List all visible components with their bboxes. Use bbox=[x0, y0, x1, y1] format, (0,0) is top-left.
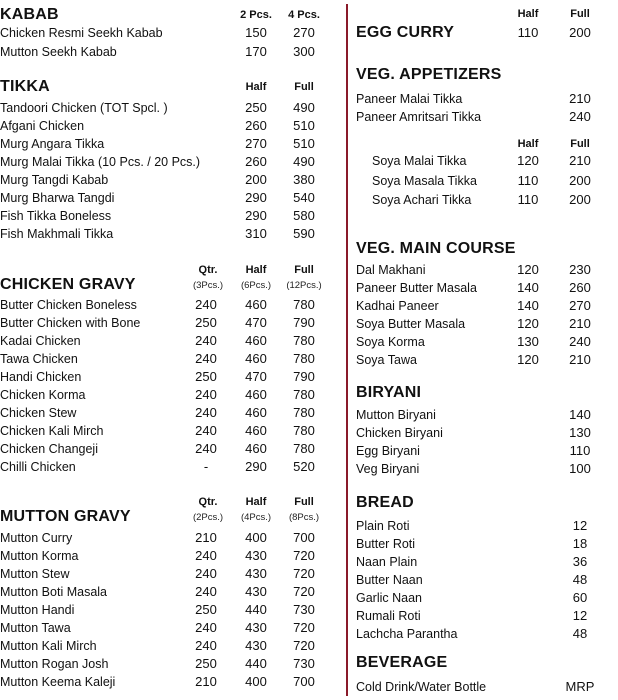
menu-item bbox=[356, 297, 618, 315]
item-price: 240 bbox=[195, 620, 217, 635]
item-price: 590 bbox=[293, 226, 315, 241]
item-price: 240 bbox=[195, 423, 217, 438]
column-divider bbox=[346, 4, 348, 696]
menu-item bbox=[0, 583, 340, 601]
item-price: 780 bbox=[293, 297, 315, 312]
col-header: Full bbox=[294, 264, 314, 276]
item-price: 210 bbox=[569, 316, 591, 331]
item-price: 540 bbox=[293, 190, 315, 205]
item-name: Soya Masala Tikka bbox=[372, 174, 477, 188]
item-price: 440 bbox=[245, 656, 267, 671]
item-price: 18 bbox=[572, 536, 588, 551]
item-price: 720 bbox=[293, 548, 315, 563]
item-name: Fish Tikka Boneless bbox=[0, 209, 112, 223]
col-header: 4 Pcs. bbox=[288, 9, 320, 21]
col-header: Full bbox=[570, 138, 590, 150]
item-price: 780 bbox=[293, 387, 315, 402]
item-name: Soya Korma bbox=[356, 335, 425, 349]
item-name: Veg Biryani bbox=[356, 462, 420, 476]
col-subheader: (3Pcs.) bbox=[192, 280, 224, 291]
menu-item bbox=[0, 440, 340, 458]
menu-item bbox=[0, 655, 340, 673]
col-subheader: (2Pcs.) bbox=[192, 512, 224, 523]
item-name: Mutton Stew bbox=[0, 567, 70, 581]
item-name: Soya Butter Masala bbox=[356, 317, 466, 331]
menu-item bbox=[356, 261, 618, 279]
menu-item bbox=[0, 368, 340, 386]
item-price: 130 bbox=[569, 425, 591, 440]
item-price: 430 bbox=[245, 638, 267, 653]
item-name: Afgani Chicken bbox=[0, 119, 85, 133]
item-name: Butter Chicken with Bone bbox=[0, 316, 141, 330]
menu-item bbox=[0, 458, 340, 476]
menu-item bbox=[356, 553, 618, 571]
menu-item bbox=[0, 547, 340, 565]
section-title: KABAB bbox=[0, 6, 59, 23]
section-title: MUTTON GRAVY bbox=[0, 508, 131, 525]
item-price: 400 bbox=[245, 674, 267, 689]
item-name: Kadai Chicken bbox=[0, 334, 81, 348]
item-price: 240 bbox=[195, 441, 217, 456]
menu-item bbox=[0, 135, 340, 153]
item-price: 110 bbox=[517, 173, 539, 188]
menu-item bbox=[0, 619, 340, 637]
item-price: - bbox=[203, 459, 209, 474]
col-header: Half bbox=[245, 81, 267, 93]
item-price: 720 bbox=[293, 638, 315, 653]
item-price: 270 bbox=[245, 136, 267, 151]
menu-item bbox=[0, 601, 340, 619]
item-name: Murg Angara Tikka bbox=[0, 137, 105, 151]
item-price: 210 bbox=[569, 352, 591, 367]
section-title: BIRYANI bbox=[356, 384, 422, 401]
item-price: 240 bbox=[569, 109, 591, 124]
item-name: Lachcha Parantha bbox=[356, 627, 458, 641]
item-name: Paneer Butter Masala bbox=[356, 281, 477, 295]
item-price: 210 bbox=[569, 91, 591, 106]
item-name: Chilli Chicken bbox=[0, 460, 76, 474]
item-name: Tandoori Chicken (TOT Spcl. ) bbox=[0, 101, 168, 115]
col-header: Half bbox=[517, 138, 539, 150]
menu-item bbox=[0, 386, 340, 404]
item-price: 140 bbox=[517, 280, 539, 295]
item-price: 790 bbox=[293, 315, 315, 330]
item-price: 380 bbox=[293, 172, 315, 187]
col-header: Qtr. bbox=[198, 264, 218, 276]
item-price: 270 bbox=[569, 298, 591, 313]
item-name: Murg Malai Tikka (10 Pcs. / 20 Pcs.) bbox=[0, 155, 201, 169]
menu-item bbox=[356, 191, 618, 209]
item-name: Soya Tawa bbox=[356, 353, 417, 367]
section-title: EGG CURRY bbox=[356, 24, 455, 41]
menu-item bbox=[356, 108, 618, 126]
menu-item bbox=[356, 424, 618, 442]
item-price: 210 bbox=[569, 153, 591, 168]
item-price: 270 bbox=[293, 25, 315, 40]
menu-item bbox=[356, 152, 618, 170]
col-header: Half bbox=[245, 264, 267, 276]
menu-item bbox=[356, 442, 618, 460]
item-price: 460 bbox=[245, 441, 267, 456]
menu-item bbox=[356, 625, 618, 643]
item-name: Soya Malai Tikka bbox=[372, 154, 467, 168]
item-price: 780 bbox=[293, 333, 315, 348]
item-price: MRP bbox=[565, 679, 595, 694]
item-price: 720 bbox=[293, 620, 315, 635]
item-price: 780 bbox=[293, 351, 315, 366]
section-title: CHICKEN GRAVY bbox=[0, 276, 136, 293]
item-price: 250 bbox=[195, 315, 217, 330]
item-name: Mutton Kali Mirch bbox=[0, 639, 97, 653]
menu-item bbox=[0, 43, 340, 61]
menu-item bbox=[0, 171, 340, 189]
menu-item bbox=[356, 279, 618, 297]
item-price: 240 bbox=[195, 333, 217, 348]
item-name: Tawa Chicken bbox=[0, 352, 78, 366]
item-price: 780 bbox=[293, 423, 315, 438]
item-price: 200 bbox=[569, 192, 591, 207]
item-price: 300 bbox=[293, 44, 315, 59]
item-name: Mutton Tawa bbox=[0, 621, 71, 635]
item-price: 260 bbox=[245, 118, 267, 133]
item-price: 460 bbox=[245, 387, 267, 402]
item-price: 250 bbox=[195, 369, 217, 384]
col-header: Full bbox=[570, 8, 590, 20]
item-price: 510 bbox=[293, 136, 315, 151]
item-price: 260 bbox=[245, 154, 267, 169]
item-name: Butter Chicken Boneless bbox=[0, 298, 137, 312]
item-price: 120 bbox=[517, 316, 539, 331]
item-price: 430 bbox=[245, 620, 267, 635]
section-title: BREAD bbox=[356, 494, 414, 511]
menu-item bbox=[356, 90, 618, 108]
item-price: 430 bbox=[245, 584, 267, 599]
item-name: Mutton Handi bbox=[0, 603, 75, 617]
menu-item bbox=[0, 404, 340, 422]
col-header: 2 Pcs. bbox=[240, 9, 272, 21]
item-price: 440 bbox=[245, 602, 267, 617]
item-price: 240 bbox=[195, 351, 217, 366]
item-name: Chicken Biryani bbox=[356, 426, 443, 440]
menu-item bbox=[0, 565, 340, 583]
item-price: 240 bbox=[195, 548, 217, 563]
menu-item bbox=[0, 350, 340, 368]
item-price: 470 bbox=[245, 369, 267, 384]
item-price: 430 bbox=[245, 548, 267, 563]
col-header: Full bbox=[294, 81, 314, 93]
item-price: 210 bbox=[195, 530, 217, 545]
menu-item bbox=[356, 607, 618, 625]
section-title: VEG. MAIN COURSE bbox=[356, 240, 516, 257]
item-price: 120 bbox=[517, 153, 539, 168]
col-subheader: (12Pcs.) bbox=[286, 280, 322, 291]
menu-item bbox=[356, 24, 618, 42]
menu-item bbox=[356, 678, 618, 696]
item-price: 130 bbox=[517, 334, 539, 349]
item-name: Mutton Korma bbox=[0, 549, 79, 563]
item-name: Rumali Roti bbox=[356, 609, 421, 623]
item-price: 290 bbox=[245, 459, 267, 474]
item-price: 520 bbox=[293, 459, 315, 474]
item-price: 120 bbox=[517, 262, 539, 277]
item-name: Chicken Changeji bbox=[0, 442, 98, 456]
item-price: 200 bbox=[569, 25, 591, 40]
item-price: 460 bbox=[245, 333, 267, 348]
item-price: 490 bbox=[293, 100, 315, 115]
menu-item bbox=[356, 589, 618, 607]
menu-item bbox=[0, 637, 340, 655]
item-price: 12 bbox=[572, 608, 588, 623]
item-price: 240 bbox=[569, 334, 591, 349]
item-price: 250 bbox=[195, 656, 217, 671]
menu-item bbox=[356, 571, 618, 589]
menu-item bbox=[356, 535, 618, 553]
item-name: Kadhai Paneer bbox=[356, 299, 439, 313]
item-price: 290 bbox=[245, 208, 267, 223]
menu-item bbox=[0, 314, 340, 332]
item-name: Chicken Kali Mirch bbox=[0, 424, 104, 438]
item-price: 240 bbox=[195, 584, 217, 599]
item-name: Garlic Naan bbox=[356, 591, 422, 605]
col-header: Half bbox=[245, 496, 267, 508]
item-price: 110 bbox=[569, 443, 591, 458]
item-price: 200 bbox=[569, 173, 591, 188]
item-name: Mutton Seekh Kabab bbox=[0, 45, 117, 59]
item-name: Mutton Biryani bbox=[356, 408, 436, 422]
item-price: 730 bbox=[293, 602, 315, 617]
item-price: 720 bbox=[293, 584, 315, 599]
item-price: 100 bbox=[569, 461, 591, 476]
item-name: Mutton Rogan Josh bbox=[0, 657, 109, 671]
item-price: 240 bbox=[195, 566, 217, 581]
menu-item bbox=[356, 333, 618, 351]
menu-item bbox=[356, 315, 618, 333]
item-name: Butter Naan bbox=[356, 573, 423, 587]
item-price: 460 bbox=[245, 423, 267, 438]
item-price: 460 bbox=[245, 351, 267, 366]
item-name: Egg Biryani bbox=[356, 444, 420, 458]
item-price: 310 bbox=[245, 226, 267, 241]
item-price: 260 bbox=[569, 280, 591, 295]
menu-item bbox=[0, 24, 340, 42]
menu-item bbox=[0, 207, 340, 225]
item-price: 140 bbox=[517, 298, 539, 313]
item-price: 720 bbox=[293, 566, 315, 581]
menu-item bbox=[356, 460, 618, 478]
item-price: 36 bbox=[572, 554, 588, 569]
col-subheader: (8Pcs.) bbox=[288, 512, 320, 523]
item-price: 730 bbox=[293, 656, 315, 671]
item-price: 510 bbox=[293, 118, 315, 133]
item-price: 250 bbox=[245, 100, 267, 115]
item-name: Fish Makhmali Tikka bbox=[0, 227, 114, 241]
item-price: 700 bbox=[293, 674, 315, 689]
item-price: 60 bbox=[572, 590, 588, 605]
item-price: 210 bbox=[195, 674, 217, 689]
item-name: Plain Roti bbox=[356, 519, 410, 533]
item-price: 240 bbox=[195, 405, 217, 420]
item-name: Mutton Curry bbox=[0, 531, 73, 545]
item-name: Dal Makhani bbox=[356, 263, 426, 277]
item-price: 700 bbox=[293, 530, 315, 545]
item-price: 250 bbox=[195, 602, 217, 617]
menu-item bbox=[0, 225, 340, 243]
menu-item bbox=[356, 351, 618, 369]
item-name: Paneer Amritsari Tikka bbox=[356, 110, 482, 124]
item-price: 110 bbox=[517, 25, 539, 40]
item-price: 48 bbox=[572, 572, 588, 587]
item-name: Butter Roti bbox=[356, 537, 416, 551]
item-name: Cold Drink/Water Bottle bbox=[356, 680, 487, 694]
col-header: Qtr. bbox=[198, 496, 218, 508]
menu-item bbox=[0, 529, 340, 547]
item-price: 240 bbox=[195, 297, 217, 312]
item-price: 460 bbox=[245, 405, 267, 420]
menu-item bbox=[0, 332, 340, 350]
item-name: Chicken Stew bbox=[0, 406, 77, 420]
item-price: 230 bbox=[569, 262, 591, 277]
item-name: Paneer Malai Tikka bbox=[356, 92, 463, 106]
item-name: Naan Plain bbox=[356, 555, 418, 569]
item-name: Chicken Resmi Seekh Kabab bbox=[0, 26, 163, 40]
col-subheader: (6Pcs.) bbox=[240, 280, 272, 291]
menu-item bbox=[356, 517, 618, 535]
section-title: TIKKA bbox=[0, 78, 50, 95]
menu-item bbox=[0, 189, 340, 207]
col-header: Half bbox=[517, 8, 539, 20]
menu-item bbox=[0, 673, 340, 691]
menu-item bbox=[0, 99, 340, 117]
item-price: 140 bbox=[569, 407, 591, 422]
item-price: 240 bbox=[195, 638, 217, 653]
item-price: 290 bbox=[245, 190, 267, 205]
item-price: 400 bbox=[245, 530, 267, 545]
menu-item bbox=[0, 422, 340, 440]
section-title: BEVERAGE bbox=[356, 654, 448, 671]
item-price: 120 bbox=[517, 352, 539, 367]
menu-item bbox=[0, 296, 340, 314]
col-subheader: (4Pcs.) bbox=[240, 512, 272, 523]
menu-item bbox=[0, 153, 340, 171]
item-price: 780 bbox=[293, 405, 315, 420]
item-name: Murg Tangdi Kabab bbox=[0, 173, 109, 187]
item-price: 12 bbox=[572, 518, 588, 533]
item-price: 170 bbox=[245, 44, 267, 59]
menu-item bbox=[356, 406, 618, 424]
item-name: Mutton Boti Masala bbox=[0, 585, 107, 599]
item-name: Soya Achari Tikka bbox=[372, 193, 472, 207]
item-price: 240 bbox=[195, 387, 217, 402]
item-price: 48 bbox=[572, 626, 588, 641]
item-name: Handi Chicken bbox=[0, 370, 82, 384]
menu-item bbox=[0, 117, 340, 135]
item-name: Murg Bharwa Tangdi bbox=[0, 191, 115, 205]
item-name: Chicken Korma bbox=[0, 388, 86, 402]
item-price: 490 bbox=[293, 154, 315, 169]
item-price: 790 bbox=[293, 369, 315, 384]
item-price: 150 bbox=[245, 25, 267, 40]
section-title: VEG. APPETIZERS bbox=[356, 66, 502, 83]
item-price: 430 bbox=[245, 566, 267, 581]
item-price: 200 bbox=[245, 172, 267, 187]
item-price: 470 bbox=[245, 315, 267, 330]
col-header: Full bbox=[294, 496, 314, 508]
item-price: 110 bbox=[517, 192, 539, 207]
item-price: 780 bbox=[293, 441, 315, 456]
item-price: 580 bbox=[293, 208, 315, 223]
item-price: 460 bbox=[245, 297, 267, 312]
menu-item bbox=[356, 172, 618, 190]
item-name: Mutton Keema Kaleji bbox=[0, 675, 116, 689]
